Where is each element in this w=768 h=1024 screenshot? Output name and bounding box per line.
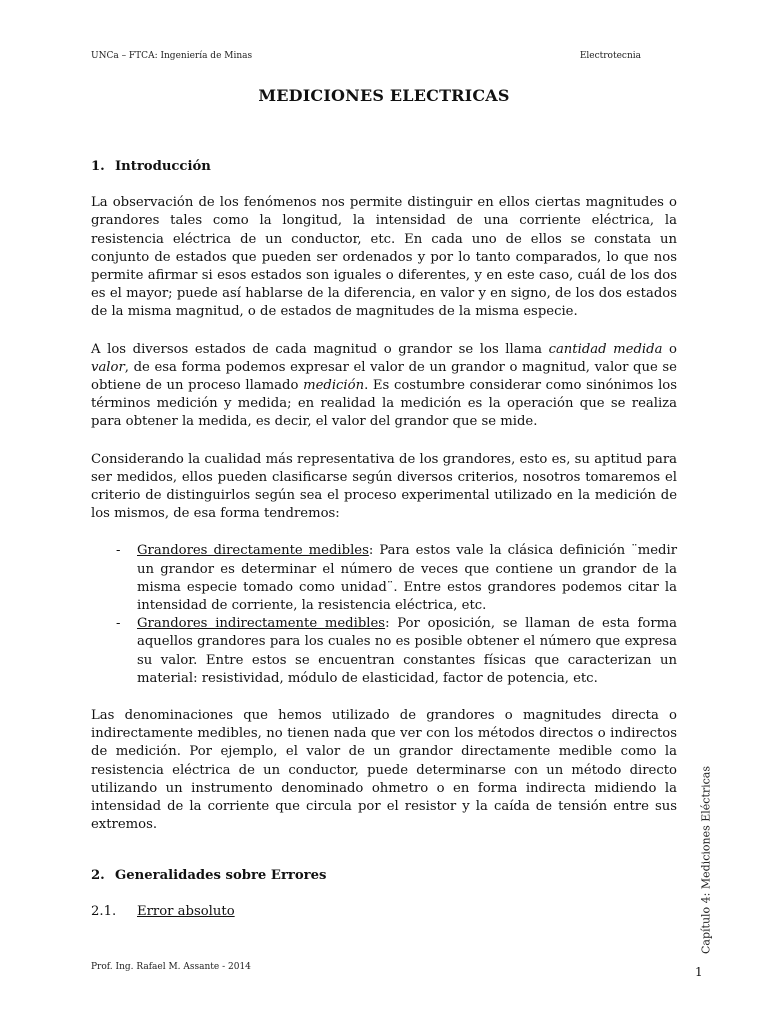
p2-text-a: A los diversos estados de cada magnitud o grandor se los llama xyxy=(91,341,549,357)
p2-text-c: o xyxy=(662,341,677,357)
header-right: Electrotecnia xyxy=(579,51,641,61)
p2-term-cantidad-medida: cantidad medida xyxy=(548,341,663,357)
section-1-title: Introducción xyxy=(115,159,211,174)
intro-paragraph-3: Considerando la cualidad más representativa de los grandores, esto es, su aptitud para ser medidos, ellos pueden clasificarse según diversos criterios, nosotros tomaremos el criterio de distinguirlos según sea el proceso experimental utilizado en la medición de los mismos, de esa forma tendremos: xyxy=(91,451,677,522)
side-chapter-label xyxy=(698,760,714,960)
list-item xyxy=(91,615,677,688)
section-2-heading xyxy=(91,867,677,885)
chapter-label-text: Capítulo 4: Mediciones Eléctricas xyxy=(699,765,713,955)
intro-paragraph-1: La observación de los fenómenos nos permite distinguir en ellos ciertas magnitudes o grandores tales como la longitud, la intensidad de una corriente eléctrica, la resistencia eléctrica de un conductor, etc. En cada uno de ellos se constata un conjunto de estados que pueden ser ordenados y por lo tanto comparados, lo que nos permite afirmar si esos estados son iguales o diferentes, y en este caso, cuál de los dos es el mayor; puede así hablarse de la diferencia, en valor y en signo, de los dos estados de la misma magnitud, o de estados de magnitudes de la misma especie. xyxy=(91,195,677,320)
document-body xyxy=(91,158,677,921)
subsection-2-1-heading xyxy=(91,903,677,921)
subsection-2-1-title: Error absoluto xyxy=(137,903,235,919)
page-title: MEDICIONES ELECTRICAS xyxy=(258,86,510,105)
list-item xyxy=(91,542,677,615)
list-dash: - xyxy=(116,543,121,559)
list-item-term: Grandores directamente medibles xyxy=(137,543,369,559)
page-number: 1 xyxy=(695,965,703,979)
section-1-number: 1. xyxy=(91,159,105,174)
intro-paragraph-4: Las denominaciones que hemos utilizado de grandores o magnitudes directa o indirectamente medibles, no tienen nada que ver con los métodos directos o indirectos de medición. Por ejemplo, el valor de un grandor directamente medible como la resistencia eléctrica de un conductor, puede determinarse con un método directo utilizando un instrumento denominado ohmetro o en forma indirecta midiendo la intensidad de la corriente que circula por el resistor y la caída de tensión entre sus extremos. xyxy=(91,708,677,833)
intro-paragraph-2 xyxy=(91,341,677,432)
list-item-text: : Por oposición, se llaman de esta forma aquellos grandores para los cuales no es posible obtener el número que expresa su valor. Entre estos se encuentran constantes físicas que caracterizan un material: resistividad, módulo de elasticidad, factor de potencia, etc. xyxy=(137,616,677,686)
p2-text-e: , de esa forma podemos expresar el valor de un grandor o magnitud, valor que se obtiene de un proceso llamado xyxy=(91,359,677,394)
section-1-heading xyxy=(91,158,677,176)
section-2-title: Generalidades sobre Errores xyxy=(115,867,327,883)
subsection-2-1-number: 2.1. xyxy=(91,903,117,919)
list-item-term: Grandores indirectamente medibles xyxy=(137,616,386,632)
list-item-text: : Para estos vale la clásica definición ¨medir un grandor es determinar el número de veces que contiene un grandor de la misma especie tomado como unidad¨. Entre estos grandores podemos citar la intensidad de corriente, la resistencia eléctrica, etc. xyxy=(137,543,677,614)
header-left: UNCa – FTCA: Ingeniería de Minas xyxy=(91,51,253,61)
p2-term-medicion: medición xyxy=(303,378,365,394)
section-2-number: 2. xyxy=(91,867,105,883)
grandores-list xyxy=(91,542,677,688)
list-dash: - xyxy=(116,616,121,632)
footer-author: Prof. Ing. Rafael M. Assante - 2014 xyxy=(91,962,251,972)
p2-text-g: . Es costumbre considerar como sinónimos los términos medición y medida; en realidad la medición es la operación que se realiza para obtener la medida, es decir, el valor del grandor que se mide. xyxy=(91,378,677,430)
p2-term-valor: valor xyxy=(91,359,125,375)
